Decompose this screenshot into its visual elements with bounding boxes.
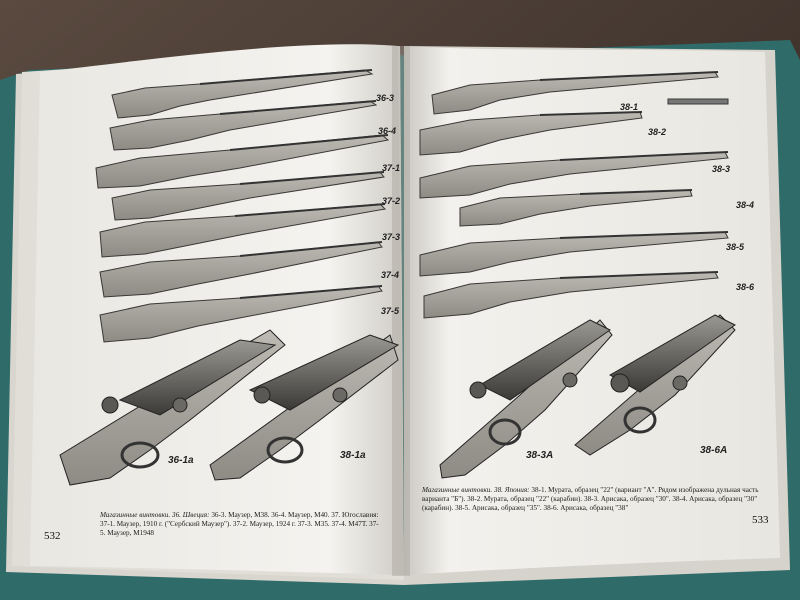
left-caption <box>100 511 384 538</box>
action-label-38-6a: 38-6А <box>700 445 728 456</box>
rifle-label-38-4: 38-4 <box>736 200 755 210</box>
right-caption <box>422 486 766 513</box>
rifle-label-38-1: 38-1 <box>620 102 639 112</box>
right-caption-text: 38-1. Мурата, образец "22" (вариант "А". Рядом изображена дульная часть варианта "Б"). 38-2. Мурата, образец "22" (карабин). 38-3. Арисака, образец "30". 38-4. Арисака, образец "30" (карабин). 38-5. Арисака, образец "35". 38-6. Арисака, образец "38" <box>422 486 759 512</box>
left-caption-text: 36-3. Маузер, М38. 36-4. Маузер, М40. 37. Югославия: 37-1. Маузер, 1910 г. ("Сербский Маузер"). 37-2. Маузер, 1924 г. 37-3. М35. 37-4. М47Т. 37-5. Маузер, М1948 <box>100 511 379 537</box>
action-label-38-3a: 38-3А <box>526 450 554 461</box>
rifle-label-36-3: 36-3 <box>376 93 395 103</box>
rifle-label-38-5: 38-5 <box>726 242 745 252</box>
rifle-label-37-5: 37-5 <box>381 306 400 316</box>
rifle-label-38-6: 38-6 <box>736 282 755 292</box>
action-label-36-1a: 36-1а <box>168 455 194 466</box>
rifle-label-38-2: 38-2 <box>648 127 667 137</box>
right-page-number: 533 <box>752 514 769 526</box>
rifle-label-37-4: 37-4 <box>381 270 400 280</box>
left-caption-label: Магазинные винтовки. 36. Швеция: <box>100 511 210 519</box>
rifle-label-37-2: 37-2 <box>382 196 401 206</box>
action-label-38-1a: 38-1а <box>340 450 366 461</box>
rifle-label-36-4: 36-4 <box>378 126 397 136</box>
rifle-label-37-3: 37-3 <box>382 232 401 242</box>
left-page-number: 532 <box>44 530 61 542</box>
rifle-label-38-3: 38-3 <box>712 164 731 174</box>
rifle-label-37-1: 37-1 <box>382 163 401 173</box>
right-caption-label: Магазинные винтовки. 38. Япония: <box>422 486 530 494</box>
